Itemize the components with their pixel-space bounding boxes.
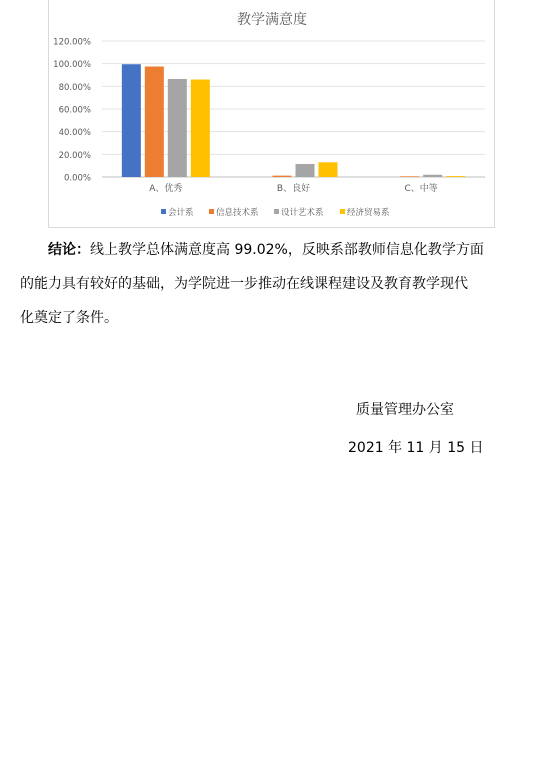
satisfaction-chart [48,0,495,228]
legend-label: 会计系 [168,208,194,218]
y-tick-label: 80.00% [58,82,91,93]
chart-bars [122,64,465,177]
bar [319,162,338,177]
legend-swatch [340,209,345,214]
bar [145,67,164,178]
signature-date: 2021 年 11 月 15 日 [348,440,484,456]
bar [296,164,315,177]
conclusion-line-1 [20,233,515,267]
legend-label: 经济贸易系 [347,208,390,218]
y-tick-label: 0.00% [63,173,91,184]
conclusion-label: 结论： [48,242,90,258]
chart-legend [161,207,390,218]
legend-label: 信息技术系 [216,208,259,218]
legend-swatch [274,209,279,214]
y-tick-label: 100.00% [53,60,91,71]
bar [423,175,442,177]
x-tick-label: C、中等 [404,184,438,194]
bar [446,176,465,177]
y-tick-label: 40.00% [58,128,91,139]
x-tick-label: B、良好 [276,184,311,194]
bar [168,79,187,177]
conclusion-line-2: 的能力具有较好的基础，为学院进一步推动在线课程建设及教育教学现代 [20,276,468,292]
signature-office: 质量管理办公室 [356,402,454,418]
y-tick-label: 120.00% [53,37,91,48]
y-tick-label: 20.00% [58,150,91,161]
chart-title: 教学满意度 [237,12,307,28]
bar [191,80,210,177]
legend-label: 设计艺术系 [281,208,324,218]
conclusion-line-3: 化奠定了条件。 [20,310,118,326]
x-axis-tick-labels [149,182,438,194]
legend-swatch [161,209,166,214]
y-tick-label: 60.00% [58,105,91,116]
bar [122,64,141,177]
conclusion-paragraph [20,233,515,335]
bar [400,176,419,177]
y-axis-tick-labels [53,38,91,184]
chart-canvas [49,0,496,228]
conclusion-text-1: 线上教学总体满意度高 99.02%，反映系部教师信息化教学方面 [90,242,484,258]
legend-swatch [209,209,214,214]
bar [273,176,292,177]
x-tick-label: A、优秀 [149,184,183,194]
